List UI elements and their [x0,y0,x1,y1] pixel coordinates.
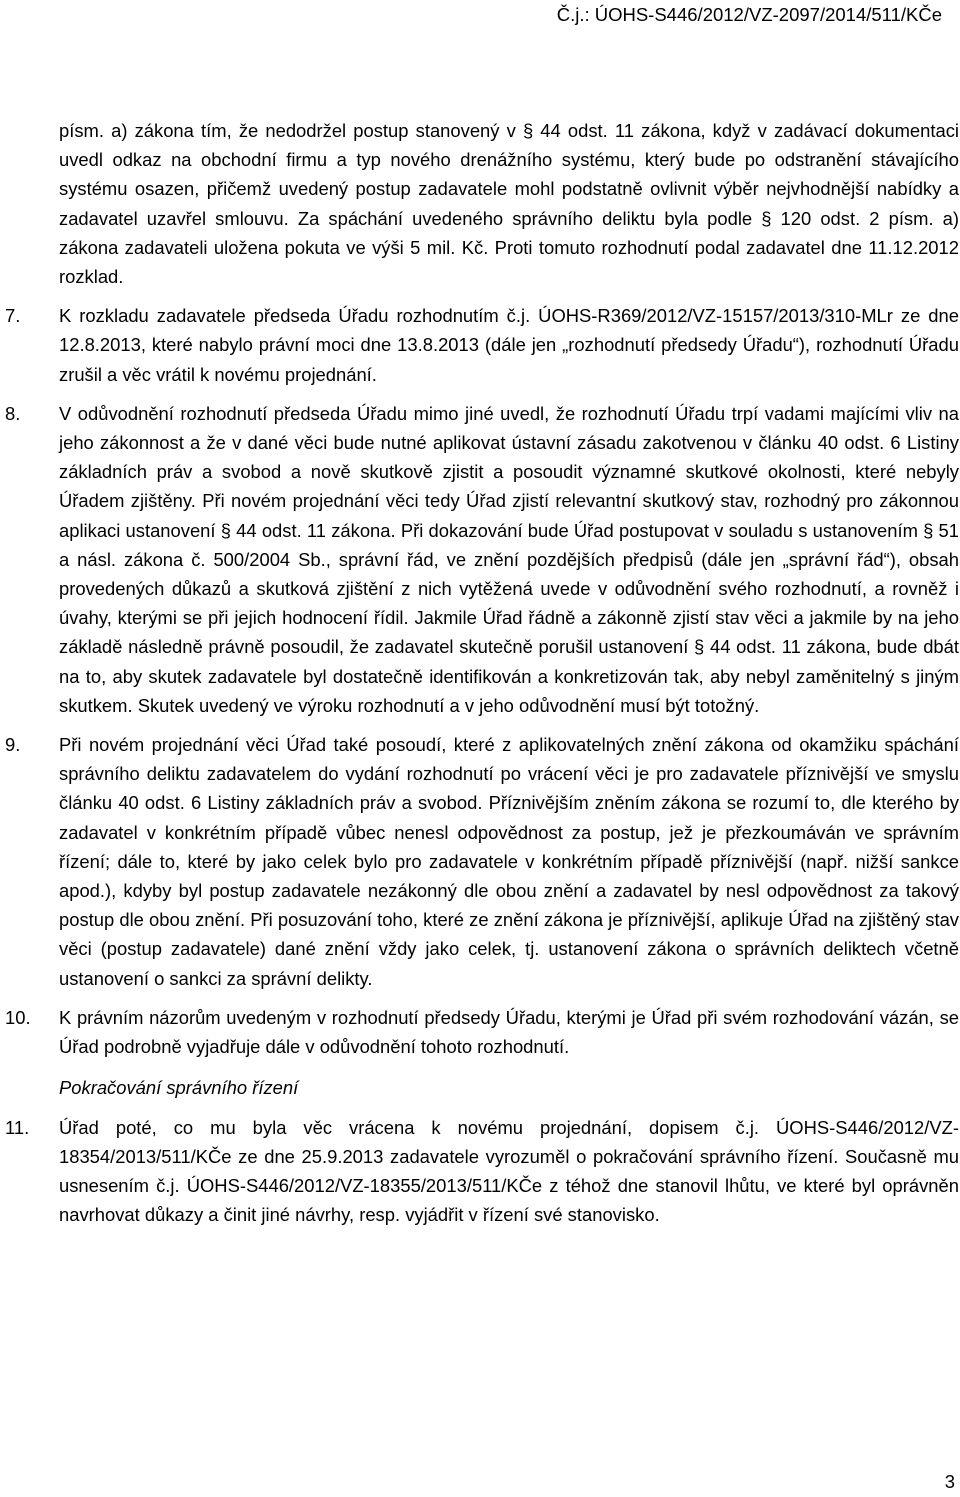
paragraph-9 [0,730,959,993]
paragraph-number: 8. [5,402,21,424]
document-reference: Č.j.: ÚOHS-S446/2012/VZ-2097/2014/511/KČe [556,4,942,25]
document-body [0,116,960,1229]
paragraph-text: K rozkladu zadavatele předseda Úřadu rozhodnutím č.j. ÚOHS-R369/2012/VZ-15157/2013/310-MLr ze dne 12.8.2013, které nabylo právní moci dne 13.8.2013 (dále jen „rozhodnutí předsedy Úřadu“), rozhodnutí Úřadu zrušil a věc vrátil k novému projednání. [59,305,959,385]
paragraph-text: Úřad poté, co mu byla věc vrácena k novému projednání, dopisem č.j. ÚOHS-S446/2012/VZ-18354/2013/511/KČe ze dne 25.9.2013 zadavatele vyrozuměl o pokračování správního řízení. Současně mu usnesením č.j. ÚOHS-S446/2012/VZ-18355/2013/511/KČe z téhož dne stanovil lhůtu, ve které byl oprávněn navrhovat důkazy a činit jiné návrhy, resp. vyjádřit v řízení své stanovisko. [59,1116,959,1226]
paragraph-text: písm. a) zákona tím, že nedodržel postup stanovený v § 44 odst. 11 zákona, když v zadávací dokumentaci uvedl odkaz na obchodní firmu a typ nového drenážního systému, který bude po odstranění stávajícího systému osazen, přičemž uvedený postup zadavatele mohl podstatně ovlivnit výběr nejvhodnější nabídky a zadavatel uzavřel smlouvu. Za spáchání uvedeného správního deliktu byla podle § 120 odst. 2 písm. a) zákona zadavateli uložena pokuta ve výši 5 mil. Kč. Proti tomuto rozhodnutí podal zadavatel dne 11.12.2012 rozklad. [59,120,959,288]
paragraph-7 [0,301,959,389]
paragraph-continuation [0,116,959,291]
page-number: 3 [944,1471,955,1492]
paragraph-text: Při novém projednání věci Úřad také posoudí, které z aplikovatelných znění zákona od okamžiku spáchání správního deliktu zadavatelem do vydání rozhodnutí po vrácení věci je pro zadavatele příznivější ve smyslu článku 40 odst. 6 Listiny základních práv a svobod. Příznivějším zněním zákona se rozumí to, dle kterého by zadavatel v konkrétním případě vůbec nenesl odpovědnost za postup, jež je přezkoumáván ve správním řízení; dále to, které by jako celek bylo pro zadavatele v konkrétním případě příznivější (např. nižší sankce apod.), kdyby byl postup zadavatele nezákonný dle obou znění a zadavatel by nesl odpovědnost za takový postup dle obou znění. Při posuzování toho, které ze znění zákona je příznivější, aplikuje Úřad na zjištěný stav věci (postup zadavatele) dané znění vždy jako celek, tj. ustanovení zákona o správních deliktech včetně ustanovení o sankci za správní delikty. [59,734,959,989]
section-heading: Pokračování správního řízení [59,1077,299,1099]
paragraph-text: V odůvodnění rozhodnutí předseda Úřadu mimo jiné uvedl, že rozhodnutí Úřadu trpí vadami majícími vliv na jeho zákonnost a že v dané věci bude nutné aplikovat ústavní zásadu zakotvenou v článku 40 odst. 6 Listiny základních práv a svobod a nově skutkově zjistit a posoudit významné skutkové okolnosti, které nebyly Úřadem zjištěny. Při novém projednání věci tedy Úřad zjistí relevantní skutkový stav, rozhodný pro zákonnou aplikaci ustanovení § 44 odst. 11 zákona. Při dokazování bude Úřad postupovat v souladu s ustanovením § 51 a násl. zákona č. 500/2004 Sb., správní řád, ve znění pozdějších předpisů (dále jen „správní řád“), obsah provedených důkazů a skutková zjištění z nich vytěžená uvede v odůvodnění svého rozhodnutí, a rovněž i úvahy, kterými se při jejich hodnocení řídil. Jakmile Úřad řádně a zákonně zjistí stav věci a jakmile by na jeho základě následně právně posoudil, že zadavatel skutečně porušil ustanovení § 44 odst. 11 zákona, bude dbát na to, aby skutek zadavatele byl dostatečně identifikován a konkretizován tak, aby nebyl zaměnitelný s jiným skutkem. Skutek uvedený ve výroku rozhodnutí a v jeho odůvodnění musí být totožný. [59,402,959,716]
paragraph-8 [0,399,959,720]
paragraph-number: 11. [5,1116,30,1138]
paragraph-number: 10. [5,1006,31,1028]
paragraph-10 [0,1003,959,1061]
paragraph-11 [0,1113,959,1230]
paragraph-number: 7. [5,305,21,327]
paragraph-number: 9. [5,734,21,756]
paragraph-text: K právním názorům uvedeným v rozhodnutí předsedy Úřadu, kterými je Úřad při svém rozhodování vázán, se Úřad podrobně vyjadřuje dále v odůvodnění tohoto rozhodnutí. [59,1006,959,1058]
